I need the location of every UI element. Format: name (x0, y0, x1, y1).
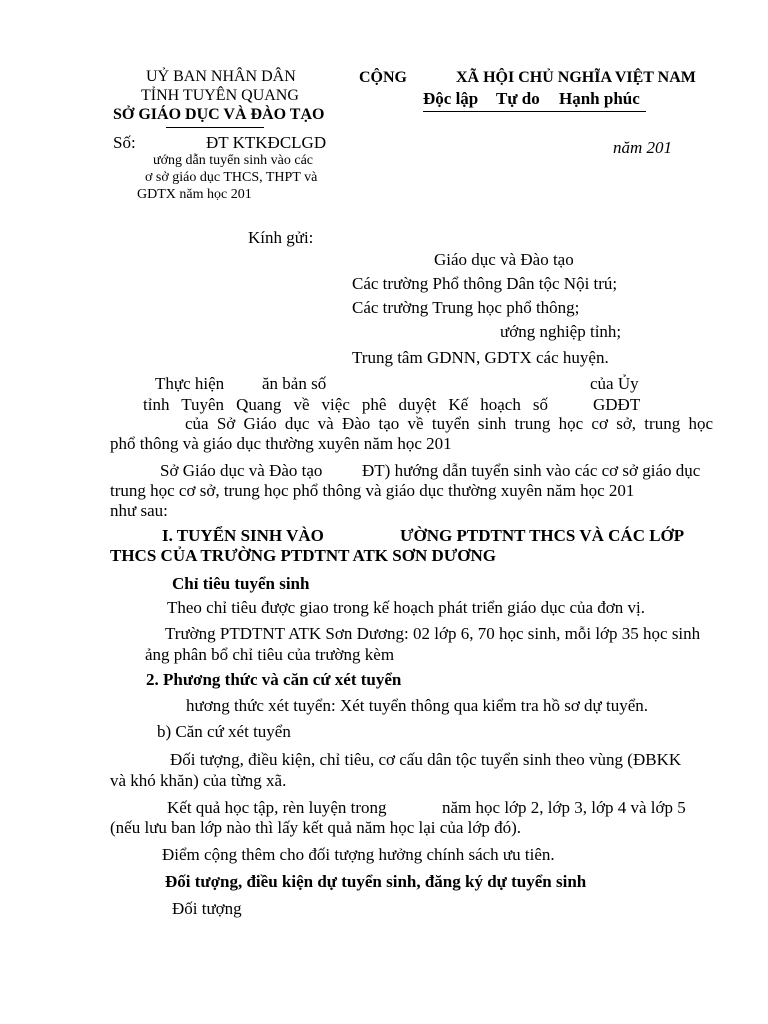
motto-2: Tự do (496, 89, 540, 108)
issue-date: năm 201 (613, 138, 673, 157)
motto-3: Hạnh phúc (559, 89, 640, 108)
subject-line-1: ướng dẫn tuyển sinh vào các (153, 153, 314, 168)
heading-eligibility: Đối tượng, điều kiện dự tuyển sinh, đăng ký dự tuyển sinh (165, 872, 587, 891)
eligibility-subject: Đối tượng (172, 899, 242, 918)
recipient-3: Các trường Trung học phổ thông; (352, 298, 580, 317)
subject-line-2: ơ sở giáo dục THCS, THPT và (145, 170, 318, 185)
method-paragraph: hương thức xét tuyển: Xét tuyển thông qua kiểm tra hồ sơ dự tuyển. (186, 696, 649, 715)
recipients-label: Kính gửi: (248, 228, 314, 247)
agency-underline (166, 127, 264, 128)
p2-rest: ĐT) hướng dẫn tuyển sinh vào các cơ sở giáo dục (362, 461, 701, 480)
nation-word-1: CỘNG (359, 69, 407, 86)
recipient-1: Giáo dục và Đào tạo (434, 250, 574, 269)
p2-line-3: như sau: (110, 501, 168, 520)
p2-line-2: trung học cơ sở, trung học phổ thông và giáo dục thường xuyên năm học 201 (110, 481, 635, 500)
basis-item-1: Đối tượng, điều kiện, chỉ tiêu, cơ cấu dân tộc tuyển sinh theo vùng (ĐBKK (170, 750, 682, 769)
document-number-code: ĐT KTKĐCLGD (206, 133, 327, 152)
basis-item-2-start: Kết quả học tập, rèn luyện trong (167, 798, 387, 817)
subject-line-3: GDTX năm học 201 (137, 187, 252, 202)
document-number-label: Số: (113, 133, 136, 152)
p1-line-3: của Sở Giáo dục và Đào tạo về tuyển sinh trung học cơ sở, trung học (185, 414, 713, 433)
recipient-4: ướng nghiệp tỉnh; (500, 322, 622, 341)
p1-start: Thực hiện (155, 374, 225, 393)
p1-line-2: tỉnh Tuyên Quang về việc phê duyệt Kế hoạch số (143, 395, 548, 414)
heading-quota: Chỉ tiêu tuyển sinh (172, 574, 310, 593)
basis-subheading: b) Căn cứ xét tuyển (157, 722, 291, 741)
p2-start: Sở Giáo dục và Đào tạo (160, 461, 323, 480)
motto-1: Độc lập (423, 89, 479, 108)
basis-item-3: Điểm cộng thêm cho đối tượng hưởng chính sách ưu tiên. (162, 845, 555, 864)
p1-line-2-code: GDĐT (593, 395, 641, 414)
p1-end: của Ủy (590, 374, 639, 393)
basis-item-2-line-2: (nếu lưu ban lớp nào thì lấy kết quả năm học lại của lớp đó). (110, 818, 521, 837)
motto-underline (423, 111, 646, 112)
section-1-title-line-2: THCS CỦA TRƯỜNG PTDTNT ATK SƠN DƯƠNG (110, 546, 497, 565)
quota-paragraph-1: Theo chỉ tiêu được giao trong kế hoạch phát triển giáo dục của đơn vị. (167, 598, 646, 617)
heading-method: 2. Phương thức và căn cứ xét tuyển (146, 670, 402, 689)
section-1-title-a: I. TUYỂN SINH VÀO (162, 526, 324, 545)
agency-line-3: SỞ GIÁO DỤC VÀ ĐÀO TẠO (113, 106, 325, 123)
basis-item-1-line-2: và khó khăn) của từng xã. (110, 771, 287, 790)
p1-text-ref: ăn bản số (262, 374, 327, 393)
p1-line-4: phổ thông và giáo dục thường xuyên năm học 201 (110, 434, 452, 453)
quota-paragraph-2-line-2: ảng phân bổ chỉ tiêu của trường kèm (145, 645, 395, 664)
section-1-title-b: ƯỜNG PTDTNT THCS VÀ CÁC LỚP (400, 526, 685, 545)
recipient-2: Các trường Phổ thông Dân tộc Nội trú; (352, 274, 618, 293)
quota-paragraph-2: Trường PTDTNT ATK Sơn Dương: 02 lớp 6, 70 học sinh, mỗi lớp 35 học sinh (165, 624, 701, 643)
recipient-5: Trung tâm GDNN, GDTX các huyện. (352, 348, 609, 367)
nation-word-2: XÃ HỘI CHỦ NGHĨA VIỆT NAM (456, 69, 696, 86)
agency-line-2: TỈNH TUYÊN QUANG (141, 87, 299, 104)
basis-item-2-rest: năm học lớp 2, lớp 3, lớp 4 và lớp 5 (442, 798, 686, 817)
agency-line-1: UỶ BAN NHÂN DÂN (146, 68, 296, 85)
